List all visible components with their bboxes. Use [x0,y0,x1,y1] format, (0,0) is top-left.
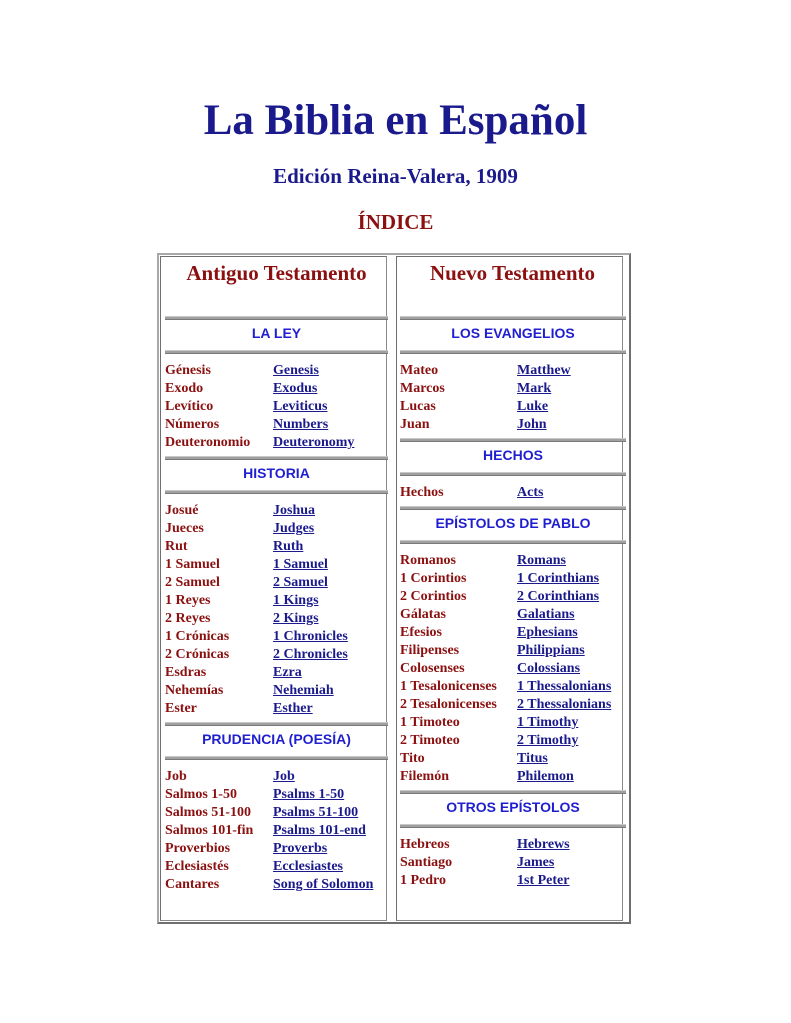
english-book-link[interactable]: Psalms 51-100 [273,805,359,820]
section-divider [400,824,626,828]
english-book-link[interactable]: Acts [517,485,544,500]
section-divider [165,490,388,494]
english-book-link[interactable]: Judges [273,521,315,536]
book-row [165,646,388,664]
english-book-link[interactable]: 2 Timothy [517,733,579,748]
spanish-book-name: 2 Tesalonicenses [400,697,497,712]
section-title: EPÍSTOLOS DE PABLO [435,515,591,531]
spanish-book-name: Colosenses [400,661,465,676]
spanish-book-name: Romanos [400,553,457,568]
book-row [400,588,626,606]
section-divider [400,790,626,794]
book-row [165,664,388,682]
english-book-link[interactable]: Romans [517,553,567,568]
book-row [165,380,388,398]
book-row [400,570,626,588]
spanish-book-name: Santiago [400,855,453,870]
spanish-book-name: 2 Samuel [165,575,220,590]
book-row [400,750,626,768]
english-book-link[interactable]: Deuteronomy [273,435,355,450]
spanish-book-name: Números [165,417,220,432]
spanish-book-name: Filemón [400,769,449,784]
english-book-link[interactable]: James [517,855,555,870]
english-book-link[interactable]: Proverbs [273,841,328,856]
english-book-link[interactable]: Philemon [517,769,574,784]
section-title: OTROS EPÍSTOLOS [446,799,580,815]
section-divider [165,756,388,760]
english-book-link[interactable]: Psalms 101-end [273,823,366,838]
spanish-book-name: Mateo [400,363,439,378]
english-book-link[interactable]: 1st Peter [517,873,570,888]
spanish-book-name: Juan [400,417,430,432]
book-row [165,804,388,822]
book-row [400,696,626,714]
spanish-book-name: Rut [165,539,188,554]
section-title: LA LEY [251,325,302,341]
book-row [400,768,626,786]
section-divider [165,456,388,460]
spanish-book-name: Hechos [400,485,444,500]
english-book-link[interactable]: 2 Kings [273,611,319,626]
spanish-book-name: Lucas [400,399,436,414]
book-row [400,836,626,854]
english-book-link[interactable]: Nehemiah [273,683,334,698]
english-book-link[interactable]: Ezra [273,665,302,680]
book-row [165,682,388,700]
english-book-link[interactable]: Hebrews [517,837,570,852]
book-row [165,574,388,592]
book-row [400,660,626,678]
spanish-book-name: Marcos [400,381,445,396]
book-row [165,520,388,538]
book-row [400,714,626,732]
spanish-book-name: Exodo [165,381,204,396]
book-row [400,398,626,416]
book-row [165,556,388,574]
spanish-book-name: 1 Timoteo [400,715,460,730]
book-row [400,732,626,750]
spanish-book-name: Josué [165,503,199,518]
english-book-link[interactable]: Ephesians [517,625,578,640]
book-row [400,872,626,890]
book-row [400,416,626,434]
spanish-book-name: Jueces [165,521,204,536]
english-book-link[interactable]: Leviticus [273,399,328,414]
book-row [400,624,626,642]
spanish-book-name: Deuteronomio [165,435,251,450]
book-row [165,610,388,628]
spanish-book-name: Eclesiastés [165,859,229,874]
spanish-book-name: 1 Pedro [400,873,447,888]
book-row [400,362,626,380]
english-book-link[interactable]: 1 Thessalonians [517,679,612,694]
book-row [165,362,388,380]
english-book-link[interactable]: 1 Chronicles [273,629,348,644]
english-book-link[interactable]: 1 Timothy [517,715,579,730]
spanish-book-name: 1 Samuel [165,557,220,572]
english-book-link[interactable]: John [517,417,547,432]
book-row [400,606,626,624]
old-testament-heading: Antiguo Testamento [186,261,367,285]
book-row [165,786,388,804]
section-divider [165,350,388,354]
book-row [165,538,388,556]
english-book-link[interactable]: 1 Kings [273,593,319,608]
english-book-link[interactable]: Titus [517,751,548,766]
page-title: La Biblia en Español [203,97,588,144]
book-row [165,840,388,858]
edition-subtitle: Edición Reina-Valera, 1909 [273,164,518,188]
english-book-link[interactable]: Exodus [273,381,318,396]
book-row [400,484,626,502]
book-row [400,552,626,570]
english-book-link[interactable]: Genesis [273,363,319,378]
spanish-book-name: 1 Tesalonicenses [400,679,497,694]
spanish-book-name: Génesis [165,363,211,378]
spanish-book-name: Salmos 1-50 [165,787,237,802]
book-row [165,398,388,416]
english-book-link[interactable]: 2 Thessalonians [517,697,612,712]
spanish-book-name: 2 Corintios [400,589,467,604]
book-row [165,858,388,876]
spanish-book-name: 1 Reyes [165,593,211,608]
english-book-link[interactable]: 2 Chronicles [273,647,348,662]
english-book-link[interactable]: 2 Corinthians [517,589,600,604]
spanish-book-name: 2 Timoteo [400,733,460,748]
section-divider [400,350,626,354]
english-book-link[interactable]: Colossians [517,661,581,676]
english-book-link[interactable]: Ecclesiastes [273,859,343,874]
spanish-book-name: Levítico [165,399,214,414]
spanish-book-name: 1 Corintios [400,571,467,586]
section-divider [400,472,626,476]
book-row [165,416,388,434]
english-book-link[interactable]: Galatians [517,607,575,622]
english-book-link[interactable]: Numbers [273,417,329,432]
english-book-link[interactable]: Matthew [517,363,571,378]
english-book-link[interactable]: 1 Corinthians [517,571,600,586]
section-divider [165,316,388,320]
book-row [165,592,388,610]
english-book-link[interactable]: Song of Solomon [273,877,374,892]
book-row [400,854,626,872]
section-title: HECHOS [483,447,543,463]
section-title: HISTORIA [243,465,310,481]
spanish-book-name: Esdras [165,665,207,680]
spanish-book-name: Cantares [165,877,220,892]
english-book-link[interactable]: 2 Samuel [273,575,328,590]
book-row [400,678,626,696]
book-row [400,642,626,660]
book-row [165,628,388,646]
english-book-link[interactable]: Mark [517,381,552,396]
english-book-link[interactable]: Job [273,769,295,784]
spanish-book-name: 2 Reyes [165,611,211,626]
section-divider [400,438,626,442]
english-book-link[interactable]: Ruth [273,539,304,554]
book-row [165,434,388,452]
book-row [165,502,388,520]
spanish-book-name: Filipenses [400,643,460,658]
spanish-book-name: Efesios [400,625,442,640]
spanish-book-name: Salmos 101-fin [165,823,254,838]
spanish-book-name: Gálatas [400,607,446,622]
english-book-link[interactable]: Esther [273,701,313,716]
book-row [165,700,388,718]
book-row [165,822,388,840]
book-row [165,876,388,894]
english-book-link[interactable]: Philippians [517,643,585,658]
section-title: LOS EVANGELIOS [451,325,575,341]
book-row [400,380,626,398]
section-divider [400,506,626,510]
index-heading: ÍNDICE [357,210,434,234]
spanish-book-name: Ester [165,701,197,716]
book-row [165,768,388,786]
section-title: PRUDENCIA (POESÍA) [202,731,351,747]
spanish-book-name: 1 Crónicas [165,629,230,644]
spanish-book-name: Salmos 51-100 [165,805,251,820]
spanish-book-name: Job [165,769,187,784]
spanish-book-name: Proverbios [165,841,231,856]
spanish-book-name: Nehemías [165,683,224,698]
section-divider [165,722,388,726]
new-testament-heading: Nuevo Testamento [429,261,596,285]
english-book-link[interactable]: Luke [517,399,549,414]
section-divider [400,316,626,320]
section-divider [400,540,626,544]
spanish-book-name: 2 Crónicas [165,647,230,662]
english-book-link[interactable]: 1 Samuel [273,557,328,572]
spanish-book-name: Hebreos [400,837,450,852]
english-book-link[interactable]: Psalms 1-50 [273,787,345,802]
english-book-link[interactable]: Joshua [273,503,316,518]
spanish-book-name: Tito [400,751,425,766]
